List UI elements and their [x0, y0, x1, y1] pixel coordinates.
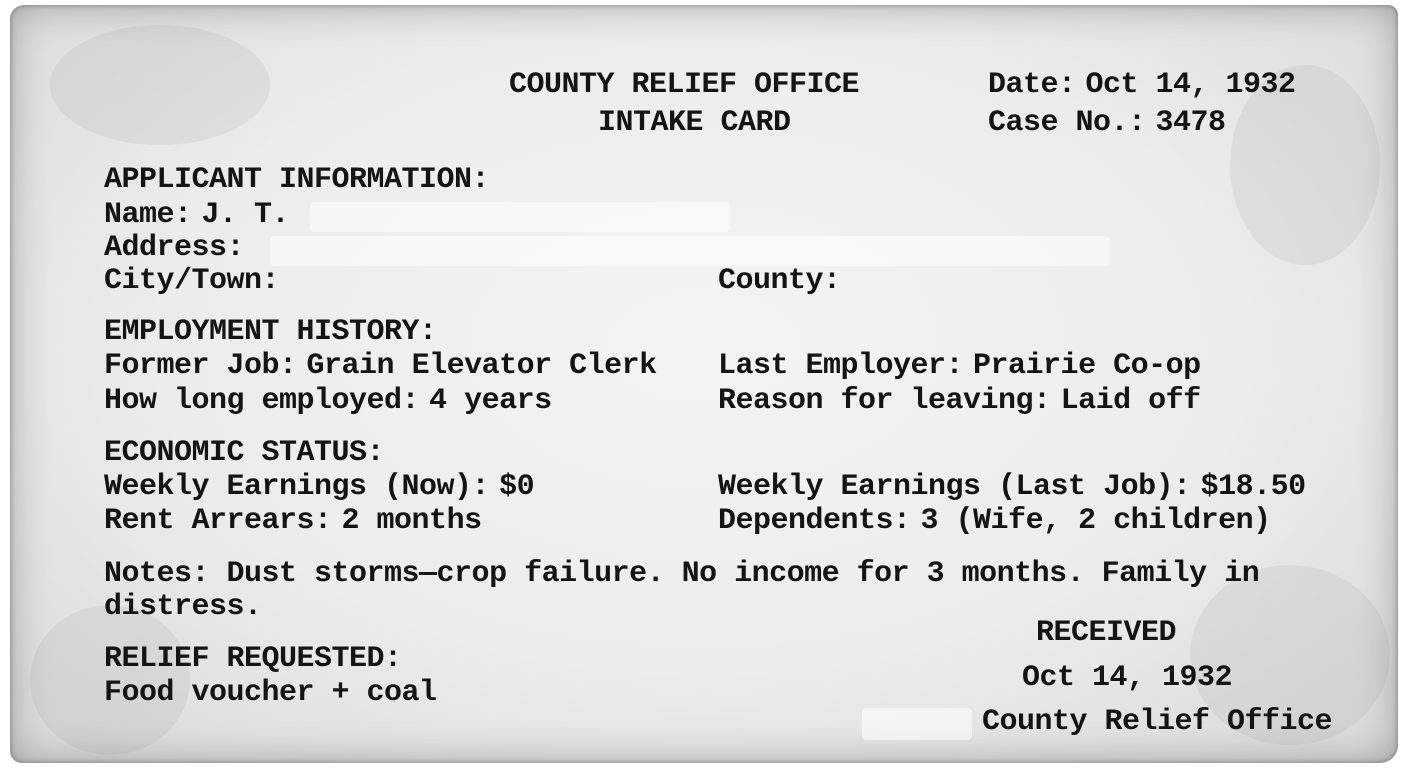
applicant-heading: APPLICANT INFORMATION: [104, 163, 490, 197]
redaction-block [270, 236, 1110, 266]
case-label: Case No.: [988, 106, 1146, 140]
redaction-block [862, 708, 972, 740]
address-label: Address: [104, 231, 245, 265]
case-value: 3478 [1155, 106, 1226, 140]
stamp-office: County Relief Office [982, 705, 1333, 739]
name-label: Name: [104, 198, 192, 232]
dependents-line [718, 504, 1271, 538]
how-long-label: How long employed: [104, 384, 420, 418]
reason-value: Laid off [1060, 384, 1201, 418]
name-line [104, 198, 289, 232]
office-title: COUNTY RELIEF OFFICE [509, 68, 860, 102]
economic-heading: ECONOMIC STATUS: [104, 436, 385, 470]
last-employer-value: Prairie Co-op [973, 349, 1201, 383]
last-employer-label: Last Employer: [718, 349, 964, 383]
earnings-now-label: Weekly Earnings (Now): [104, 470, 490, 504]
redaction-block [310, 202, 730, 232]
earnings-now-line [104, 470, 534, 504]
notes-line-2: distress. [104, 590, 262, 624]
how-long-line [104, 384, 552, 418]
earnings-last-line [718, 470, 1306, 504]
county-label: County: [718, 264, 841, 298]
rent-line [104, 504, 482, 538]
case-line [988, 106, 1226, 140]
reason-line [718, 384, 1201, 418]
date-value: Oct 14, 1932 [1085, 68, 1296, 102]
name-value: J. T. [201, 198, 290, 232]
paper-stain [50, 25, 270, 145]
former-job-value: Grain Elevator Clerk [306, 349, 657, 383]
stamp-received: RECEIVED [1036, 616, 1177, 650]
dependents-value: 3 (Wife, 2 children) [920, 504, 1271, 538]
card-title: INTAKE CARD [598, 106, 791, 140]
employment-heading: EMPLOYMENT HISTORY: [104, 315, 437, 349]
earnings-now-value: $0 [499, 470, 535, 504]
last-employer-line [718, 349, 1201, 383]
dependents-label: Dependents: [718, 504, 911, 538]
stamp-date: Oct 14, 1932 [1022, 661, 1233, 695]
city-label: City/Town: [104, 264, 280, 298]
former-job-line [104, 349, 657, 383]
earnings-last-label: Weekly Earnings (Last Job): [718, 470, 1191, 504]
rent-value: 2 months [341, 504, 482, 538]
notes-line-1: Notes: Dust storms—crop failure. No income for 3 months. Family in [104, 557, 1260, 591]
rent-label: Rent Arrears: [104, 504, 332, 538]
relief-value: Food voucher + coal [104, 676, 437, 710]
earnings-last-value: $18.50 [1200, 470, 1306, 504]
reason-label: Reason for leaving: [718, 384, 1051, 418]
how-long-value: 4 years [429, 384, 552, 418]
date-label: Date: [988, 68, 1076, 102]
former-job-label: Former Job: [104, 349, 297, 383]
relief-heading: RELIEF REQUESTED: [104, 642, 402, 676]
date-line [988, 68, 1296, 102]
